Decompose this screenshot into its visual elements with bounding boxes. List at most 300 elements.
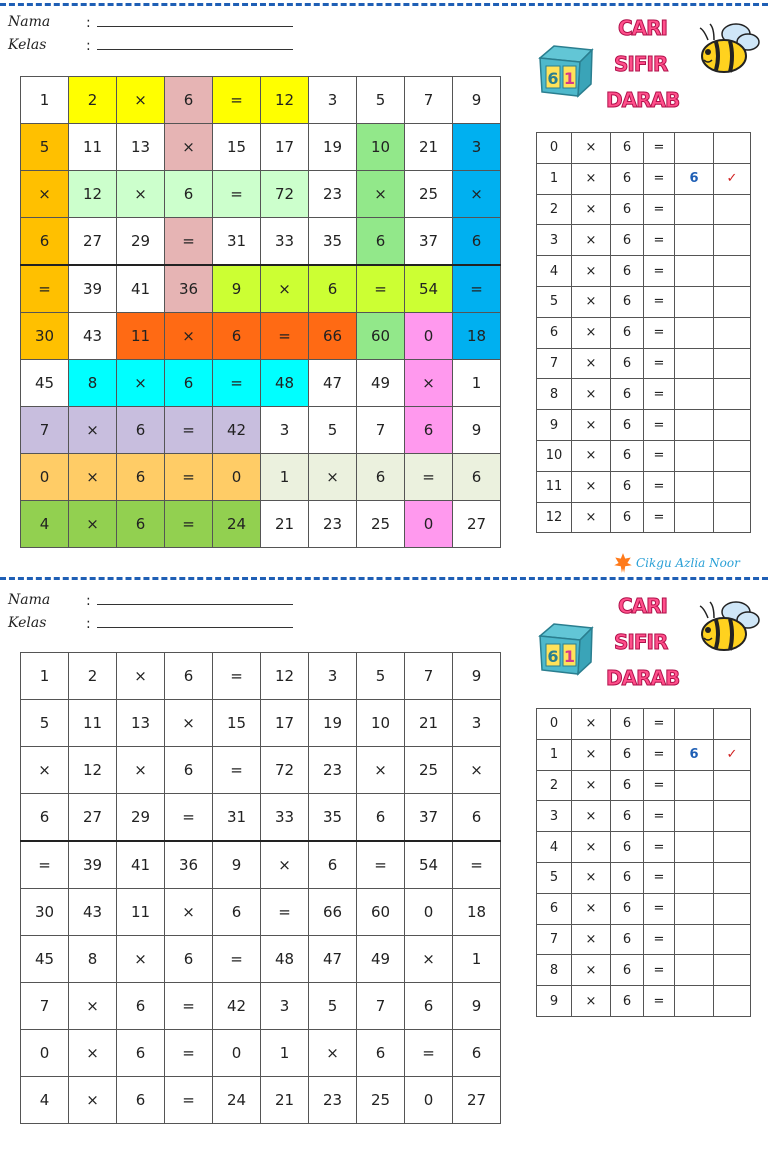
grid-cell[interactable]: 27: [453, 1077, 501, 1124]
grid-cell[interactable]: 2: [69, 77, 117, 124]
equation-cell: ×: [572, 471, 611, 502]
grid-cell[interactable]: 19: [309, 124, 357, 171]
answer-cell[interactable]: [675, 286, 714, 317]
equation-cell: 6: [537, 893, 572, 924]
equation-cell: ×: [572, 502, 611, 533]
answer-cell[interactable]: [675, 440, 714, 471]
grid-cell[interactable]: =: [261, 889, 309, 936]
grid-cell[interactable]: ×: [405, 360, 453, 407]
grid-cell[interactable]: 9: [453, 983, 501, 1030]
grid-cell[interactable]: 12: [261, 77, 309, 124]
grid-cell[interactable]: 6: [117, 1077, 165, 1124]
check-cell[interactable]: [714, 893, 751, 924]
grid-cell[interactable]: =: [453, 841, 501, 889]
check-cell[interactable]: [714, 194, 751, 225]
grid-cell[interactable]: 0: [21, 454, 69, 501]
grid-cell[interactable]: =: [165, 454, 213, 501]
grid-cell[interactable]: ×: [117, 747, 165, 794]
grid-cell[interactable]: 10: [357, 700, 405, 747]
equation-cell: 6: [611, 440, 644, 471]
check-cell[interactable]: [714, 348, 751, 379]
grid-cell[interactable]: ×: [69, 501, 117, 548]
answer-cell[interactable]: [675, 317, 714, 348]
grid-cell[interactable]: 2: [69, 653, 117, 700]
grid-row: [21, 889, 501, 936]
grid-cell[interactable]: =: [357, 841, 405, 889]
equation-cell: =: [644, 801, 675, 832]
grid-cell[interactable]: =: [213, 77, 261, 124]
grid-cell[interactable]: 12: [69, 747, 117, 794]
grid-cell[interactable]: 6: [405, 407, 453, 454]
grid-cell[interactable]: 37: [405, 218, 453, 266]
grid-cell[interactable]: ×: [261, 265, 309, 313]
equation-cell: ×: [572, 893, 611, 924]
answer-cell[interactable]: [675, 471, 714, 502]
grid-row: [21, 936, 501, 983]
grid-cell[interactable]: 72: [261, 747, 309, 794]
grid-cell[interactable]: 37: [405, 794, 453, 842]
grid-cell[interactable]: 42: [213, 407, 261, 454]
grid-cell[interactable]: 5: [357, 653, 405, 700]
grid-cell[interactable]: 6: [309, 841, 357, 889]
grid-cell[interactable]: 3: [453, 124, 501, 171]
answer-cell[interactable]: [675, 832, 714, 863]
equation-cell: 12: [537, 502, 572, 533]
grid-cell[interactable]: ×: [165, 889, 213, 936]
grid-cell[interactable]: ×: [453, 171, 501, 218]
grid-cell[interactable]: =: [165, 983, 213, 1030]
grid-cell[interactable]: =: [165, 1077, 213, 1124]
grid-cell[interactable]: 6: [117, 454, 165, 501]
grid-cell[interactable]: 5: [21, 124, 69, 171]
grid-cell[interactable]: 23: [309, 501, 357, 548]
grid-cell[interactable]: 33: [261, 218, 309, 266]
check-cell[interactable]: [714, 924, 751, 955]
grid-cell[interactable]: 5: [357, 77, 405, 124]
kelas-label: Kelas: [8, 615, 47, 631]
answer-row: [537, 410, 751, 441]
grid-cell[interactable]: 21: [405, 124, 453, 171]
grid-cell[interactable]: 10: [357, 124, 405, 171]
grid-cell[interactable]: =: [165, 794, 213, 842]
check-cell[interactable]: [714, 801, 751, 832]
grid-cell[interactable]: 7: [21, 407, 69, 454]
grid-cell[interactable]: 3: [261, 983, 309, 1030]
equation-cell: ×: [572, 739, 611, 770]
grid-cell[interactable]: 1: [453, 360, 501, 407]
grid-cell[interactable]: 3: [309, 653, 357, 700]
author-signature: Cikgu Azlia Noor: [636, 556, 740, 570]
grid-cell[interactable]: 23: [309, 1077, 357, 1124]
grid-cell[interactable]: 30: [21, 889, 69, 936]
check-cell[interactable]: [714, 225, 751, 256]
grid-row: [21, 360, 501, 407]
grid-cell[interactable]: 25: [405, 747, 453, 794]
grid-cell[interactable]: 9: [453, 653, 501, 700]
check-cell[interactable]: [714, 502, 751, 533]
grid-cell[interactable]: 33: [261, 794, 309, 842]
grid-cell[interactable]: 0: [213, 454, 261, 501]
grid-cell[interactable]: 54: [405, 841, 453, 889]
grid-cell[interactable]: =: [21, 265, 69, 313]
grid-cell[interactable]: 39: [69, 841, 117, 889]
answer-cell[interactable]: 6: [675, 163, 714, 194]
grid-cell[interactable]: 5: [309, 983, 357, 1030]
answer-cell[interactable]: [675, 709, 714, 740]
answer-cell[interactable]: [675, 924, 714, 955]
grid-cell[interactable]: =: [165, 501, 213, 548]
grid-cell[interactable]: 12: [261, 653, 309, 700]
grid-cell[interactable]: 8: [69, 360, 117, 407]
grid-row: [21, 407, 501, 454]
grid-cell[interactable]: 11: [69, 124, 117, 171]
grid-cell[interactable]: ×: [69, 407, 117, 454]
grid-cell[interactable]: 6: [117, 407, 165, 454]
grid-cell[interactable]: 25: [405, 171, 453, 218]
grid-row: [21, 983, 501, 1030]
grid-cell[interactable]: 0: [405, 313, 453, 360]
nama-field[interactable]: :: [86, 14, 293, 31]
grid-cell[interactable]: 49: [357, 936, 405, 983]
answer-cell[interactable]: [675, 770, 714, 801]
answer-row: [537, 709, 751, 740]
dice-icon: [536, 42, 594, 98]
grid-row: [21, 218, 501, 266]
answer-row: [537, 924, 751, 955]
equation-cell: =: [644, 862, 675, 893]
grid-cell[interactable]: ×: [165, 313, 213, 360]
equation-cell: 7: [537, 924, 572, 955]
grid-cell[interactable]: ×: [117, 77, 165, 124]
title-line-3: DARAB: [606, 666, 680, 690]
grid-cell[interactable]: 4: [21, 501, 69, 548]
answer-row: [537, 471, 751, 502]
grid-cell[interactable]: ×: [453, 747, 501, 794]
equation-cell: =: [644, 502, 675, 533]
equation-cell: ×: [572, 770, 611, 801]
answer-cell[interactable]: [675, 862, 714, 893]
grid-cell[interactable]: 6: [405, 983, 453, 1030]
grid-cell[interactable]: =: [405, 454, 453, 501]
grid-cell[interactable]: 0: [21, 1030, 69, 1077]
grid-cell[interactable]: ×: [69, 1030, 117, 1077]
grid-cell[interactable]: 1: [453, 936, 501, 983]
kelas-label: Kelas: [8, 37, 47, 53]
check-cell[interactable]: [714, 440, 751, 471]
grid-cell[interactable]: 5: [21, 700, 69, 747]
grid-cell[interactable]: ×: [117, 360, 165, 407]
answer-cell[interactable]: [675, 955, 714, 986]
grid-cell[interactable]: =: [213, 360, 261, 407]
grid-cell[interactable]: =: [213, 747, 261, 794]
grid-cell[interactable]: ×: [117, 936, 165, 983]
grid-cell[interactable]: 48: [261, 936, 309, 983]
check-cell[interactable]: [714, 862, 751, 893]
grid-cell[interactable]: 15: [213, 124, 261, 171]
grid-cell[interactable]: 7: [21, 983, 69, 1030]
grid-cell[interactable]: 35: [309, 218, 357, 266]
grid-cell[interactable]: 7: [405, 653, 453, 700]
grid-cell[interactable]: 6: [21, 218, 69, 266]
grid-cell[interactable]: 31: [213, 218, 261, 266]
grid-cell[interactable]: 36: [165, 265, 213, 313]
check-cell[interactable]: [714, 770, 751, 801]
grid-cell[interactable]: 6: [309, 265, 357, 313]
equation-cell: 6: [611, 410, 644, 441]
grid-cell[interactable]: ×: [69, 983, 117, 1030]
grid-cell[interactable]: =: [453, 265, 501, 313]
check-cell[interactable]: [714, 709, 751, 740]
grid-cell[interactable]: 35: [309, 794, 357, 842]
grid-cell[interactable]: 42: [213, 983, 261, 1030]
grid-cell[interactable]: 43: [69, 313, 117, 360]
equation-cell: =: [644, 955, 675, 986]
grid-cell[interactable]: 0: [405, 1077, 453, 1124]
grid-cell[interactable]: 43: [69, 889, 117, 936]
check-cell[interactable]: [714, 317, 751, 348]
equation-cell: =: [644, 770, 675, 801]
multiplication-answer-table: [536, 708, 751, 1017]
grid-cell[interactable]: =: [357, 265, 405, 313]
grid-cell[interactable]: 6: [357, 794, 405, 842]
grid-cell[interactable]: 9: [453, 77, 501, 124]
grid-cell[interactable]: ×: [165, 124, 213, 171]
grid-cell[interactable]: 3: [453, 700, 501, 747]
grid-cell[interactable]: ×: [165, 700, 213, 747]
grid-cell[interactable]: 6: [21, 794, 69, 842]
grid-cell[interactable]: =: [165, 218, 213, 266]
answer-cell[interactable]: [675, 194, 714, 225]
grid-cell[interactable]: 3: [261, 407, 309, 454]
nama-field[interactable]: :: [86, 592, 293, 609]
grid-cell[interactable]: 30: [21, 313, 69, 360]
answer-row: [537, 133, 751, 164]
grid-cell[interactable]: 1: [21, 653, 69, 700]
check-cell[interactable]: [714, 379, 751, 410]
grid-cell[interactable]: 6: [117, 1030, 165, 1077]
equation-cell: =: [644, 133, 675, 164]
grid-cell[interactable]: 19: [309, 700, 357, 747]
grid-cell[interactable]: ×: [69, 454, 117, 501]
grid-cell[interactable]: 25: [357, 501, 405, 548]
grid-cell[interactable]: 6: [165, 653, 213, 700]
grid-cell[interactable]: 0: [405, 501, 453, 548]
answer-cell[interactable]: [675, 348, 714, 379]
answer-cell[interactable]: [675, 893, 714, 924]
grid-cell[interactable]: 15: [213, 700, 261, 747]
grid-cell[interactable]: 6: [165, 360, 213, 407]
grid-cell[interactable]: 17: [261, 124, 309, 171]
answer-row: [537, 739, 751, 770]
grid-cell[interactable]: 27: [69, 794, 117, 842]
grid-cell[interactable]: 66: [309, 889, 357, 936]
grid-cell[interactable]: 49: [357, 360, 405, 407]
grid-cell[interactable]: 8: [69, 936, 117, 983]
answer-cell[interactable]: [675, 225, 714, 256]
grid-cell[interactable]: 9: [213, 265, 261, 313]
grid-cell[interactable]: ×: [309, 454, 357, 501]
grid-cell[interactable]: 11: [69, 700, 117, 747]
grid-cell[interactable]: 66: [309, 313, 357, 360]
grid-cell[interactable]: ×: [117, 171, 165, 218]
grid-cell[interactable]: 17: [261, 700, 309, 747]
grid-cell[interactable]: 6: [165, 936, 213, 983]
grid-cell[interactable]: =: [165, 407, 213, 454]
check-cell[interactable]: [714, 286, 751, 317]
grid-cell[interactable]: ×: [405, 936, 453, 983]
check-cell[interactable]: [714, 832, 751, 863]
grid-cell[interactable]: ×: [261, 841, 309, 889]
equation-cell: 11: [537, 471, 572, 502]
grid-cell[interactable]: 6: [213, 313, 261, 360]
grid-cell[interactable]: =: [405, 1030, 453, 1077]
grid-cell[interactable]: ×: [117, 653, 165, 700]
grid-cell[interactable]: 6: [213, 889, 261, 936]
grid-cell[interactable]: 7: [357, 407, 405, 454]
check-cell[interactable]: [714, 256, 751, 287]
grid-cell[interactable]: 36: [165, 841, 213, 889]
check-cell[interactable]: ✓: [714, 163, 751, 194]
grid-cell[interactable]: 25: [357, 1077, 405, 1124]
grid-cell[interactable]: 18: [453, 313, 501, 360]
grid-cell[interactable]: 45: [21, 360, 69, 407]
grid-cell[interactable]: =: [261, 313, 309, 360]
grid-cell[interactable]: 24: [213, 1077, 261, 1124]
grid-cell[interactable]: 1: [261, 454, 309, 501]
equation-cell: =: [644, 194, 675, 225]
grid-cell[interactable]: 0: [405, 889, 453, 936]
grid-cell[interactable]: 41: [117, 841, 165, 889]
equation-cell: ×: [572, 924, 611, 955]
grid-cell[interactable]: =: [213, 653, 261, 700]
grid-cell[interactable]: 6: [453, 454, 501, 501]
equation-cell: =: [644, 471, 675, 502]
grid-cell[interactable]: 27: [69, 218, 117, 266]
equation-cell: 6: [611, 225, 644, 256]
check-cell[interactable]: [714, 986, 751, 1017]
grid-cell[interactable]: 23: [309, 171, 357, 218]
grid-cell[interactable]: 3: [309, 77, 357, 124]
grid-cell[interactable]: =: [213, 171, 261, 218]
equation-cell: 9: [537, 986, 572, 1017]
equation-cell: =: [644, 256, 675, 287]
grid-cell[interactable]: 1: [21, 77, 69, 124]
grid-cell[interactable]: 13: [117, 700, 165, 747]
answer-cell[interactable]: 6: [675, 739, 714, 770]
grid-cell[interactable]: 47: [309, 360, 357, 407]
grid-cell[interactable]: 6: [117, 983, 165, 1030]
grid-cell[interactable]: 1: [261, 1030, 309, 1077]
grid-row: [21, 77, 501, 124]
grid-cell[interactable]: 60: [357, 889, 405, 936]
grid-cell[interactable]: 24: [213, 501, 261, 548]
grid-cell[interactable]: 0: [213, 1030, 261, 1077]
answer-cell[interactable]: [675, 256, 714, 287]
answer-cell[interactable]: [675, 410, 714, 441]
answer-row: [537, 286, 751, 317]
grid-cell[interactable]: ×: [357, 747, 405, 794]
grid-cell[interactable]: 11: [117, 889, 165, 936]
grid-cell[interactable]: ×: [309, 1030, 357, 1077]
grid-cell[interactable]: ×: [357, 171, 405, 218]
answer-cell[interactable]: [675, 379, 714, 410]
equation-cell: ×: [572, 286, 611, 317]
grid-cell[interactable]: 4: [21, 1077, 69, 1124]
grid-cell[interactable]: =: [21, 841, 69, 889]
grid-cell[interactable]: 9: [213, 841, 261, 889]
grid-cell[interactable]: 6: [357, 218, 405, 266]
grid-cell[interactable]: ×: [21, 747, 69, 794]
kelas-field[interactable]: :: [86, 615, 293, 632]
kelas-field[interactable]: :: [86, 37, 293, 54]
grid-cell[interactable]: =: [165, 1030, 213, 1077]
answer-cell[interactable]: [675, 133, 714, 164]
grid-cell[interactable]: 6: [357, 1030, 405, 1077]
grid-cell[interactable]: 54: [405, 265, 453, 313]
grid-cell[interactable]: 7: [357, 983, 405, 1030]
grid-cell[interactable]: 6: [453, 218, 501, 266]
grid-cell[interactable]: 6: [357, 454, 405, 501]
grid-cell[interactable]: 6: [165, 171, 213, 218]
grid-cell[interactable]: 6: [165, 747, 213, 794]
check-cell[interactable]: ✓: [714, 739, 751, 770]
answer-cell[interactable]: [675, 986, 714, 1017]
grid-cell[interactable]: 6: [453, 1030, 501, 1077]
check-cell[interactable]: [714, 471, 751, 502]
grid-cell[interactable]: 27: [453, 501, 501, 548]
grid-cell[interactable]: 29: [117, 794, 165, 842]
answer-row: [537, 801, 751, 832]
grid-cell[interactable]: 48: [261, 360, 309, 407]
grid-cell[interactable]: 6: [165, 77, 213, 124]
grid-cell[interactable]: 6: [453, 794, 501, 842]
grid-cell[interactable]: 45: [21, 936, 69, 983]
equation-cell: ×: [572, 862, 611, 893]
grid-cell[interactable]: ×: [21, 171, 69, 218]
grid-cell[interactable]: 7: [405, 77, 453, 124]
equation-cell: =: [644, 440, 675, 471]
grid-cell[interactable]: 6: [117, 501, 165, 548]
grid-cell[interactable]: 60: [357, 313, 405, 360]
grid-cell[interactable]: 39: [69, 265, 117, 313]
grid-cell[interactable]: 31: [213, 794, 261, 842]
grid-cell[interactable]: 21: [261, 501, 309, 548]
equation-cell: ×: [572, 317, 611, 348]
grid-cell[interactable]: =: [213, 936, 261, 983]
answer-cell[interactable]: [675, 801, 714, 832]
grid-cell[interactable]: 29: [117, 218, 165, 266]
grid-cell[interactable]: 18: [453, 889, 501, 936]
check-cell[interactable]: [714, 410, 751, 441]
grid-cell[interactable]: 21: [405, 700, 453, 747]
grid-cell[interactable]: 5: [309, 407, 357, 454]
answer-cell[interactable]: [675, 502, 714, 533]
equation-cell: 6: [611, 986, 644, 1017]
grid-cell[interactable]: 13: [117, 124, 165, 171]
grid-cell[interactable]: 47: [309, 936, 357, 983]
check-cell[interactable]: [714, 955, 751, 986]
answer-row: [537, 862, 751, 893]
grid-cell[interactable]: 12: [69, 171, 117, 218]
grid-cell[interactable]: ×: [69, 1077, 117, 1124]
grid-cell[interactable]: 11: [117, 313, 165, 360]
grid-cell[interactable]: 72: [261, 171, 309, 218]
grid-cell[interactable]: 41: [117, 265, 165, 313]
grid-cell[interactable]: 23: [309, 747, 357, 794]
grid-cell[interactable]: 21: [261, 1077, 309, 1124]
check-cell[interactable]: [714, 133, 751, 164]
grid-cell[interactable]: 9: [453, 407, 501, 454]
